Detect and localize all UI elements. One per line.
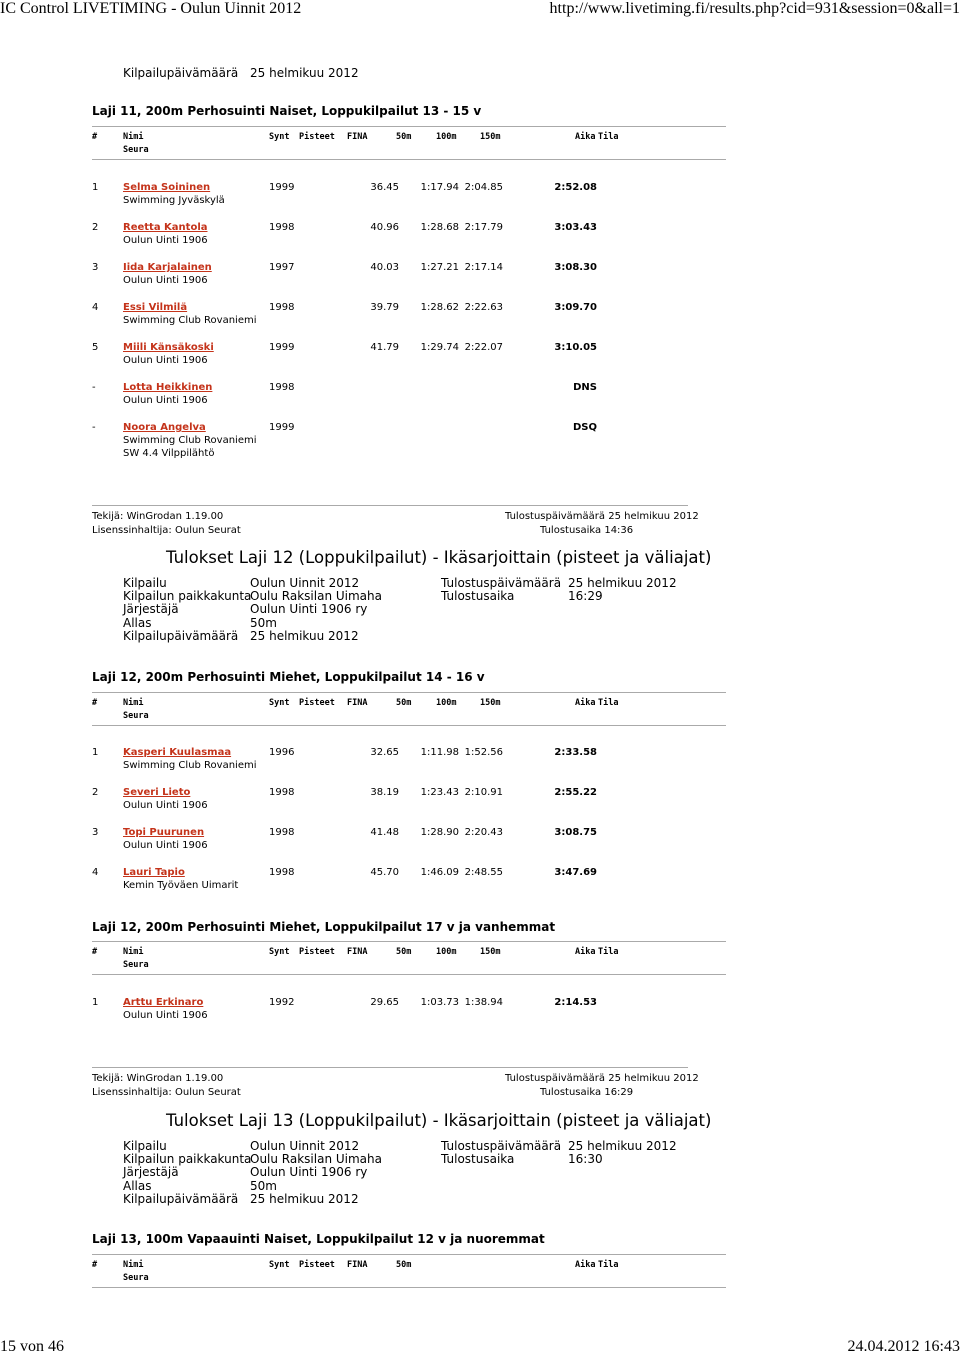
- table-header-top-rule: [92, 692, 726, 693]
- split-100m: 1:23.43: [420, 787, 459, 798]
- final-time: 3:08.75: [554, 827, 597, 838]
- split-150m: 2:10.91: [464, 787, 503, 798]
- organizer-value: Oulun Uinti 1906 ry: [250, 1165, 368, 1180]
- split-50m: 40.03: [370, 262, 399, 273]
- split-100m: 1:17.94: [420, 182, 459, 193]
- table-header-bottom-rule: [92, 725, 726, 726]
- licence-holder: Lisenssinhaltija: Oulun Seurat: [92, 1087, 241, 1098]
- split-50m: 39.79: [370, 302, 399, 313]
- split-50m: 38.19: [370, 787, 399, 798]
- col-header-time: Aika: [575, 1260, 596, 1270]
- col-header-club: Seura: [123, 1273, 149, 1283]
- result-position: 4: [92, 302, 99, 313]
- split-100m: 1:28.68: [420, 222, 459, 233]
- print-time-value: 16:30: [568, 1152, 603, 1167]
- split-100m: 1:11.98: [420, 747, 459, 758]
- split-50m: 45.70: [370, 867, 399, 878]
- col-header-fina: FINA: [347, 698, 368, 708]
- print-header-url[interactable]: http://www.livetiming.fi/results.php?cid=931&session=0&all=1: [549, 0, 960, 17]
- swimmer-name-link[interactable]: Essi Vilmilä: [123, 302, 188, 313]
- birth-year: 1999: [269, 422, 295, 433]
- col-header-time: Aika: [575, 132, 596, 142]
- swimmer-name-link[interactable]: Kasperi Kuulasmaa: [123, 747, 232, 758]
- col-header-born: Synt: [269, 132, 290, 142]
- col-header-points: Pisteet: [299, 947, 335, 957]
- split-50m: 41.48: [370, 827, 399, 838]
- birth-year: 1996: [269, 747, 295, 758]
- split-100m: 1:46.09: [420, 867, 459, 878]
- print-date: Tulostuspäivämäärä 25 helmikuu 2012: [505, 1073, 699, 1084]
- table-header-top-rule: [92, 1254, 726, 1255]
- col-header-status: Tila: [598, 1260, 619, 1270]
- print-date-label: Tulostuspäivämäärä: [441, 576, 562, 590]
- col-header-150m: 150m: [480, 947, 501, 957]
- venue-value: Oulu Raksilan Uimaha: [250, 1152, 382, 1167]
- col-header-fina: FINA: [347, 1260, 368, 1270]
- split-150m: 1:52.56: [464, 747, 503, 758]
- print-date-label: Tulostuspäivämäärä: [441, 1139, 562, 1153]
- print-date-value: 25 helmikuu 2012: [568, 576, 677, 590]
- table-header-top-rule: [92, 126, 726, 127]
- competition-date-label: Kilpailupäivämäärä: [123, 628, 239, 643]
- birth-year: 1998: [269, 867, 295, 878]
- results-section-heading: Tulokset Laji 12 (Loppukilpailut) - Ikäsarjoittain (pisteet ja väliajat): [166, 548, 712, 567]
- birth-year: 1998: [269, 222, 295, 233]
- birth-year: 1998: [269, 382, 295, 393]
- pool-label: Allas: [123, 615, 152, 630]
- col-header-status: Tila: [598, 698, 619, 708]
- final-time: 2:55.22: [554, 787, 597, 798]
- swimmer-name-link[interactable]: Lotta Heikkinen: [123, 382, 213, 393]
- col-header-100m: 100m: [436, 947, 457, 957]
- swimmer-name-link[interactable]: Selma Soininen: [123, 182, 211, 193]
- result-position: 1: [92, 997, 99, 1008]
- col-header-name: Nimi: [123, 1260, 144, 1270]
- swimmer-name-link[interactable]: Iida Karjalainen: [123, 262, 212, 273]
- swimmer-club: Swimming Club Rovaniemi: [123, 760, 257, 771]
- meta-top-rule: [92, 505, 688, 506]
- final-time: DNS: [573, 382, 597, 393]
- result-position: 1: [92, 182, 99, 193]
- licence-holder: Lisenssinhaltija: Oulun Seurat: [92, 525, 241, 536]
- col-header-100m: 100m: [436, 132, 457, 142]
- birth-year: 1999: [269, 182, 295, 193]
- pool-label: Allas: [123, 1178, 152, 1193]
- col-header-fina: FINA: [347, 132, 368, 142]
- meta-top-rule: [92, 1067, 688, 1068]
- competition-label: Kilpailu: [123, 576, 167, 590]
- split-150m: 2:22.07: [464, 342, 503, 353]
- swimmer-name-link[interactable]: Noora Angelva: [123, 422, 206, 433]
- results-section-heading: Tulokset Laji 13 (Loppukilpailut) - Ikäsarjoittain (pisteet ja väliajat): [166, 1111, 712, 1130]
- result-position: -: [92, 382, 96, 393]
- col-header-pos: #: [92, 947, 98, 957]
- result-position: 3: [92, 262, 99, 273]
- birth-year: 1998: [269, 302, 295, 313]
- competition-date-value: 25 helmikuu 2012: [250, 1191, 359, 1206]
- organizer-label: Järjestäjä: [123, 602, 179, 617]
- split-100m: 1:28.62: [420, 302, 459, 313]
- venue-value: Oulu Raksilan Uimaha: [250, 589, 382, 604]
- final-time: 2:14.53: [554, 997, 597, 1008]
- col-header-time: Aika: [575, 947, 596, 957]
- competition-date-label: Kilpailupäivämäärä: [123, 1191, 239, 1206]
- print-footer-datetime: 24.04.2012 16:43: [847, 1338, 960, 1355]
- result-position: 2: [92, 787, 99, 798]
- col-header-50m: 50m: [396, 1260, 412, 1270]
- col-header-born: Synt: [269, 1260, 290, 1270]
- pool-value: 50m: [250, 1178, 277, 1193]
- venue-label: Kilpailun paikkakunta: [123, 589, 252, 604]
- print-time: Tulostusaika 14:36: [540, 525, 634, 536]
- print-date: Tulostuspäivämäärä 25 helmikuu 2012: [505, 511, 699, 522]
- print-time-label: Tulostusaika: [441, 1152, 515, 1167]
- split-150m: 2:17.14: [464, 262, 503, 273]
- swimmer-club: Oulun Uinti 1906: [123, 235, 208, 246]
- event-title: Laji 12, 200m Perhosuinti Miehet, Loppukilpailut 17 v ja vanhemmat: [92, 920, 556, 934]
- col-header-50m: 50m: [396, 947, 412, 957]
- final-time: 2:52.08: [554, 182, 597, 193]
- competition-value: Oulun Uinnit 2012: [250, 1139, 360, 1153]
- birth-year: 1999: [269, 342, 295, 353]
- col-header-50m: 50m: [396, 132, 412, 142]
- col-header-150m: 150m: [480, 132, 501, 142]
- swimmer-name-link[interactable]: Reetta Kantola: [123, 222, 208, 233]
- birth-year: 1992: [269, 997, 295, 1008]
- print-time-label: Tulostusaika: [441, 589, 515, 604]
- split-100m: 1:27.21: [420, 262, 459, 273]
- final-time: 3:08.30: [554, 262, 597, 273]
- final-time: 2:33.58: [554, 747, 597, 758]
- col-header-born: Synt: [269, 947, 290, 957]
- col-header-50m: 50m: [396, 698, 412, 708]
- col-header-status: Tila: [598, 132, 619, 142]
- split-50m: 36.45: [370, 182, 399, 193]
- col-header-club: Seura: [123, 711, 149, 721]
- final-time: 3:09.70: [554, 302, 597, 313]
- final-time: 3:10.05: [554, 342, 597, 353]
- col-header-club: Seura: [123, 145, 149, 155]
- split-50m: 41.79: [370, 342, 399, 353]
- swimmer-name-link[interactable]: Topi Puurunen: [123, 827, 205, 838]
- split-100m: 1:03.73: [420, 997, 459, 1008]
- swimmer-name-link[interactable]: Miili Känsäkoski: [123, 342, 214, 353]
- split-150m: 1:38.94: [464, 997, 503, 1008]
- print-header-title: IC Control LIVETIMING - Oulun Uinnit 2012: [0, 0, 302, 17]
- competition-date-value: 25 helmikuu 2012: [250, 628, 359, 643]
- result-position: -: [92, 422, 96, 433]
- col-header-name: Nimi: [123, 698, 144, 708]
- col-header-150m: 150m: [480, 698, 501, 708]
- result-position: 3: [92, 827, 99, 838]
- col-header-name: Nimi: [123, 947, 144, 957]
- software-credit: Tekijä: WinGrodan 1.19.00: [92, 511, 224, 522]
- col-header-name: Nimi: [123, 132, 144, 142]
- table-header-bottom-rule: [92, 159, 726, 160]
- swimmer-club: Swimming Jyväskylä: [123, 195, 225, 206]
- result-position: 5: [92, 342, 99, 353]
- swimmer-name-link[interactable]: Arttu Erkinaro: [123, 997, 204, 1008]
- event-title: Laji 12, 200m Perhosuinti Miehet, Loppukilpailut 14 - 16 v: [92, 670, 485, 684]
- col-header-pos: #: [92, 132, 98, 142]
- swimmer-club: Oulun Uinti 1906: [123, 800, 208, 811]
- col-header-points: Pisteet: [299, 1260, 335, 1270]
- split-50m: 32.65: [370, 747, 399, 758]
- col-header-pos: #: [92, 698, 98, 708]
- split-150m: 2:20.43: [464, 827, 503, 838]
- print-time: Tulostusaika 16:29: [540, 1087, 634, 1098]
- print-footer-page: 15 von 46: [0, 1338, 64, 1355]
- final-time: 3:47.69: [554, 867, 597, 878]
- swimmer-club: Oulun Uinti 1906: [123, 1010, 208, 1021]
- table-header-bottom-rule: [92, 1287, 726, 1288]
- swimmer-club: Kemin Työväen Uimarit: [123, 880, 239, 891]
- split-100m: 1:29.74: [420, 342, 459, 353]
- col-header-club: Seura: [123, 960, 149, 970]
- final-time: DSQ: [572, 422, 597, 433]
- col-header-points: Pisteet: [299, 132, 335, 142]
- col-header-fina: FINA: [347, 947, 368, 957]
- col-header-time: Aika: [575, 698, 596, 708]
- col-header-born: Synt: [269, 698, 290, 708]
- split-150m: 2:17.79: [464, 222, 503, 233]
- swimmer-name-link[interactable]: Lauri Tapio: [123, 867, 185, 878]
- swimmer-club: Oulun Uinti 1906: [123, 395, 208, 406]
- split-150m: 2:04.85: [464, 182, 503, 193]
- table-header-top-rule: [92, 941, 726, 942]
- birth-year: 1998: [269, 827, 295, 838]
- swimmer-club: Oulun Uinti 1906: [123, 840, 208, 851]
- split-150m: 2:48.55: [464, 867, 503, 878]
- result-position: 2: [92, 222, 99, 233]
- venue-label: Kilpailun paikkakunta: [123, 1152, 252, 1167]
- competition-date-value: 25 helmikuu 2012: [250, 66, 359, 80]
- print-time-value: 16:29: [568, 589, 603, 604]
- pool-value: 50m: [250, 615, 277, 630]
- software-credit: Tekijä: WinGrodan 1.19.00: [92, 1073, 224, 1084]
- col-header-100m: 100m: [436, 698, 457, 708]
- table-header-bottom-rule: [92, 974, 726, 975]
- swimmer-club: Oulun Uinti 1906: [123, 275, 208, 286]
- swimmer-club: Oulun Uinti 1906: [123, 355, 208, 366]
- col-header-status: Tila: [598, 947, 619, 957]
- disqualification-note: SW 4.4 Vilppilähtö: [123, 448, 215, 459]
- split-50m: 29.65: [370, 997, 399, 1008]
- competition-date-label: Kilpailupäivämäärä: [123, 66, 239, 80]
- swimmer-club: Swimming Club Rovaniemi: [123, 435, 257, 446]
- swimmer-name-link[interactable]: Severi Lieto: [123, 787, 191, 798]
- split-50m: 40.96: [370, 222, 399, 233]
- event-title: Laji 13, 100m Vapaauinti Naiset, Loppukilpailut 12 v ja nuoremmat: [92, 1232, 545, 1246]
- birth-year: 1997: [269, 262, 295, 273]
- col-header-points: Pisteet: [299, 698, 335, 708]
- print-date-value: 25 helmikuu 2012: [568, 1139, 677, 1153]
- result-position: 4: [92, 867, 99, 878]
- competition-value: Oulun Uinnit 2012: [250, 576, 360, 590]
- final-time: 3:03.43: [554, 222, 597, 233]
- result-position: 1: [92, 747, 99, 758]
- organizer-value: Oulun Uinti 1906 ry: [250, 602, 368, 617]
- swimmer-club: Swimming Club Rovaniemi: [123, 315, 257, 326]
- event-title: Laji 11, 200m Perhosuinti Naiset, Loppukilpailut 13 - 15 v: [92, 104, 482, 118]
- competition-label: Kilpailu: [123, 1139, 167, 1153]
- col-header-pos: #: [92, 1260, 98, 1270]
- organizer-label: Järjestäjä: [123, 1165, 179, 1180]
- split-150m: 2:22.63: [464, 302, 503, 313]
- birth-year: 1998: [269, 787, 295, 798]
- split-100m: 1:28.90: [420, 827, 459, 838]
